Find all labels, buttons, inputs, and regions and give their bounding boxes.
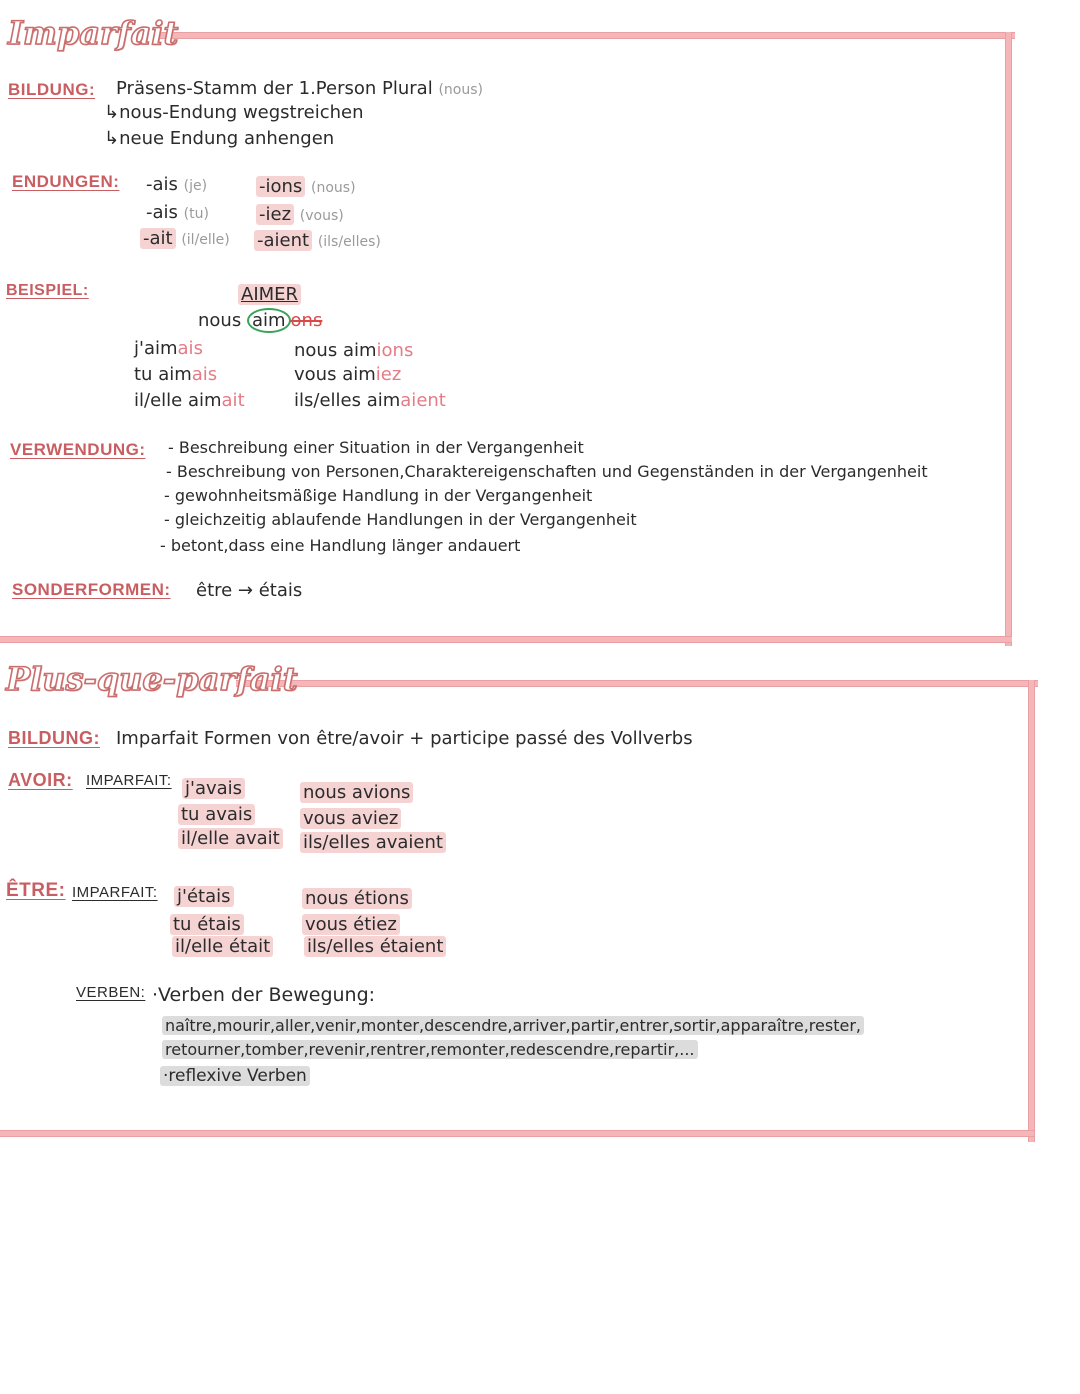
imparfait-bildung-line1: Präsens-Stamm der 1.Person Plural (nous) [116,78,483,99]
pqp-frame-bottom [0,1130,1034,1137]
imparfait-verwendung-label: VERWENDUNG: [10,440,146,459]
conj-je: j'aimais [134,338,203,359]
ending-vous: -iez (vous) [256,204,344,225]
etre-label: ÊTRE: [6,880,66,901]
ending-il: -ait (il/elle) [140,228,230,249]
pqp-title: Plus-que-parfait [6,660,298,698]
avoir-form: nous avions [300,782,413,803]
imparfait-endungen-label: ENDUNGEN: [12,172,120,191]
etre-form: vous étiez [302,914,400,935]
imparfait-beispiel-label: BEISPIEL: [6,282,89,299]
pqp-bildung-label: BILDUNG: [8,728,100,748]
etre-form: il/elle était [172,936,273,957]
pqp-bildung-text: Imparfait Formen von être/avoir + participe passé des Vollverbs [116,728,693,749]
avoir-label: AVOIR: [8,770,73,790]
sonderformen-text: être → étais [196,580,303,601]
conj-tu: tu aimais [134,364,218,385]
avoir-form: j'avais [182,778,245,799]
pqp-frame-right [1028,680,1035,1142]
verben-line1: naître,mourir,aller,venir,monter,descendre,arriver,partir,entrer,sortir,apparaître,rester, [162,1016,864,1035]
imparfait-bildung-label: BILDUNG: [8,80,96,99]
verben-reflexive: ·reflexive Verben [160,1066,310,1086]
etre-imparfait-label: IMPARFAIT: [72,884,158,901]
imparfait-bildung-line3: ↳neue Endung anhengen [104,128,335,149]
ending-tu: -ais (tu) [146,202,209,223]
imparfait-frame-top [160,32,1015,39]
beispiel-nous-form: nous aim ons [198,310,323,331]
verben-line2: retourner,tomber,revenir,rentrer,remonter,redescendre,repartir,... [162,1040,698,1059]
conj-nous: nous aimions [294,340,414,361]
pqp-frame-top [236,680,1038,687]
etre-form: tu étais [170,914,244,935]
etre-form: ils/elles étaient [304,936,446,957]
avoir-form: vous aviez [300,808,401,829]
verwendung-item: - betont,dass eine Handlung länger andauert [160,536,521,555]
avoir-imparfait-label: IMPARFAIT: [86,772,172,789]
verwendung-item: - gleichzeitig ablaufende Handlungen in der Vergangenheit [164,510,637,529]
etre-form: nous étions [302,888,412,909]
verben-heading: ·Verben der Bewegung: [152,984,376,1006]
verwendung-item: - Beschreibung von Personen,Charaktereigenschaften und Gegenständen in der Vergangenheit [166,462,928,481]
avoir-form: tu avais [178,804,255,825]
avoir-form: ils/elles avaient [300,832,446,853]
verwendung-item: - gewohnheitsmäßige Handlung in der Vergangenheit [164,486,593,505]
imparfait-frame-right [1005,32,1012,646]
conj-il: il/elle aimait [134,390,245,411]
stem-circle: aim [247,308,291,333]
beispiel-verb: AIMER [238,284,301,305]
imparfait-sonderformen-label: SONDERFORMEN: [12,580,171,599]
ending-je: -ais (je) [146,174,208,195]
imparfait-frame-bottom [0,636,1012,643]
etre-form: j'étais [174,886,234,907]
verben-label: VERBEN: [76,984,146,1001]
imparfait-bildung-line2: ↳nous-Endung wegstreichen [104,102,364,123]
avoir-form: il/elle avait [178,828,283,849]
conj-vous: vous aimiez [294,364,402,385]
conj-ils: ils/elles aimaient [294,390,446,411]
verwendung-item: - Beschreibung einer Situation in der Vergangenheit [168,438,584,457]
ending-nous: -ions (nous) [256,176,356,197]
imparfait-title: Imparfait [8,14,179,52]
ending-ils: -aient (ils/elles) [254,230,381,251]
